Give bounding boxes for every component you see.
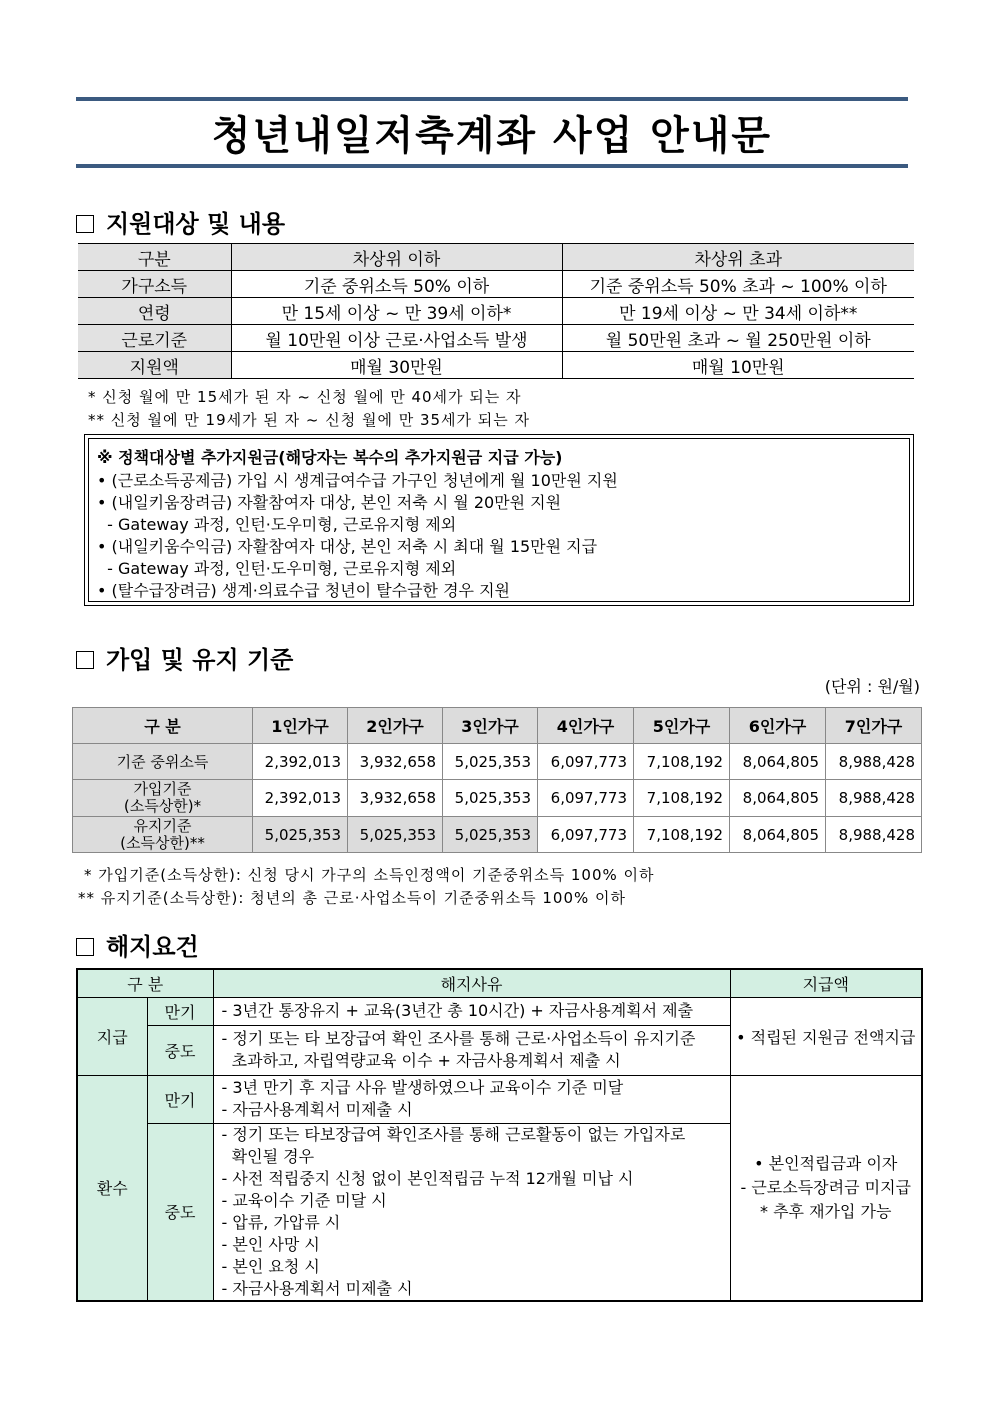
table-cell: 7,108,192 <box>634 817 730 853</box>
box-subitem: - Gateway 과정, 인턴·도우미형, 근로유지형 제외 <box>97 559 457 578</box>
table-cell: 6,097,773 <box>538 744 634 780</box>
section-heading-criteria: 가입 및 유지 기준 <box>76 640 293 675</box>
row-label: 중도 <box>147 1123 213 1301</box>
table-row <box>78 352 914 379</box>
footnote: ** 신청 월에 만 19세가 된 자 ~ 신청 월에 만 35세가 되는 자 <box>88 411 531 429</box>
reason-cell: - 정기 또는 타보장급여 확인조사를 통해 근로활동이 없는 가입자로 확인될 경우 - 사전 적립중지 신청 없이 본인적립금 누적 12개월 미납 시 - 교육이수 기준 미달 시 - 압류, 가압류 시 - 본인 사망 시 - 본인 요청 시 - 자금사용계획서 미제출 시 <box>213 1123 730 1301</box>
section-heading-termination: 해지요건 <box>76 927 199 962</box>
table-cell: 월 50만원 초과 ~ 월 250만원 이하 <box>562 325 914 352</box>
row-group-label: 환수 <box>77 1075 147 1301</box>
table-cell: 8,064,805 <box>730 817 826 853</box>
box-item: • (탈수급장려금) 생계·의료수급 청년이 탈수급한 경우 지원 <box>97 581 511 600</box>
table-row <box>73 817 922 853</box>
row-label: 연령 <box>78 298 231 325</box>
box-subitem: - Gateway 과정, 인턴·도우미형, 근로유지형 제외 <box>97 515 457 534</box>
header-cell: 7인가구 <box>826 708 922 744</box>
page-title: 청년내일저축계좌 사업 안내문 <box>211 113 773 159</box>
table-cell: 매월 10만원 <box>562 352 914 379</box>
header-cell: 지급액 <box>730 969 922 997</box>
table-cell: 만 15세 이상 ~ 만 39세 이하* <box>231 298 562 325</box>
section-heading-support: 지원대상 및 내용 <box>76 204 285 239</box>
table-cell: 5,025,353 <box>253 817 348 853</box>
table-cell: 5,025,353 <box>443 780 538 817</box>
table-header-row <box>77 969 922 997</box>
footnote: * 신청 월에 만 15세가 된 자 ~ 신청 월에 만 40세가 되는 자 <box>88 388 522 406</box>
header-cell: 5인가구 <box>634 708 730 744</box>
row-label: 중도 <box>147 1025 213 1075</box>
header-cell: 구분 <box>78 244 231 271</box>
table-cell: 8,064,805 <box>730 780 826 817</box>
table-row <box>78 325 914 352</box>
footnote: ** 유지기준(소득상한): 청년의 총 근로·사업소득이 기준중위소득 100% 이하 <box>78 889 627 907</box>
table-row <box>73 780 922 817</box>
reason-cell: - 3년 만기 후 지급 사유 발생하였으나 교육이수 기준 미달 - 자금사용계획서 미제출 시 <box>213 1075 730 1123</box>
header-cell: 1인가구 <box>253 708 348 744</box>
table-cell: 3,932,658 <box>348 744 443 780</box>
table-cell: 기준 중위소득 50% 초과 ~ 100% 이하 <box>562 271 914 298</box>
row-label: 근로기준 <box>78 325 231 352</box>
additional-support-box <box>84 434 914 606</box>
header-cell: 해지사유 <box>213 969 730 997</box>
row-label: 만기 <box>147 1075 213 1123</box>
table-row <box>78 298 914 325</box>
table-cell: 7,108,192 <box>634 744 730 780</box>
table-cell: 기준 중위소득 50% 이하 <box>231 271 562 298</box>
row-label: 가입기준 (소득상한)* <box>73 780 253 817</box>
row-label: 지원액 <box>78 352 231 379</box>
amount-cell: • 본인적립금과 이자 - 근로소득장려금 미지급 * 추후 재가입 가능 <box>730 1075 922 1301</box>
reason-cell: - 정기 또는 타 보장급여 확인 조사를 통해 근로·사업소득이 유지기준 초과하고, 자립역량교육 이수 + 자금사용계획서 제출 시 <box>213 1025 730 1075</box>
table-cell: 5,025,353 <box>443 817 538 853</box>
table-row <box>73 744 922 780</box>
table-row <box>77 1075 922 1123</box>
header-cell: 4인가구 <box>538 708 634 744</box>
checkbox-square-icon <box>76 215 94 233</box>
row-group-label: 지급 <box>77 997 147 1075</box>
table-cell: 7,108,192 <box>634 780 730 817</box>
title-bottom-rule <box>76 164 908 168</box>
header-cell: 차상위 이하 <box>231 244 562 271</box>
row-label: 가구소득 <box>78 271 231 298</box>
header-cell: 6인가구 <box>730 708 826 744</box>
box-item: • (내일키움장려금) 자활참여자 대상, 본인 저축 시 월 20만원 지원 <box>97 493 562 512</box>
table-row <box>78 271 914 298</box>
header-cell: 구 분 <box>73 708 253 744</box>
table-cell: 8,064,805 <box>730 744 826 780</box>
table-cell: 5,025,353 <box>443 744 538 780</box>
row-label: 만기 <box>147 997 213 1025</box>
table-cell: 6,097,773 <box>538 780 634 817</box>
footnote: * 가입기준(소득상한): 신청 당시 가구의 소득인정액이 기준중위소득 100% 이하 <box>84 866 655 884</box>
support-table <box>78 243 914 379</box>
table-cell: 2,392,013 <box>253 780 348 817</box>
table-cell: 8,988,428 <box>826 817 922 853</box>
table-cell: 6,097,773 <box>538 817 634 853</box>
header-cell: 3인가구 <box>443 708 538 744</box>
unit-label: (단위 : 원/월) <box>824 677 920 696</box>
title-top-rule <box>76 97 908 101</box>
table-cell: 매월 30만원 <box>231 352 562 379</box>
header-cell: 2인가구 <box>348 708 443 744</box>
header-cell: 구 분 <box>77 969 213 997</box>
table-header-row <box>73 708 922 744</box>
row-label: 유지기준 (소득상한)** <box>73 817 253 853</box>
table-cell: 5,025,353 <box>348 817 443 853</box>
criteria-table <box>72 707 922 853</box>
reason-cell: - 3년간 통장유지 + 교육(3년간 총 10시간) + 자금사용계획서 제출 <box>213 997 730 1025</box>
table-header-row <box>78 244 914 271</box>
header-cell: 차상위 초과 <box>562 244 914 271</box>
amount-cell: • 적립된 지원금 전액지급 <box>730 997 922 1075</box>
checkbox-square-icon <box>76 651 94 669</box>
table-cell: 3,932,658 <box>348 780 443 817</box>
table-cell: 2,392,013 <box>253 744 348 780</box>
table-cell: 만 19세 이상 ~ 만 34세 이하** <box>562 298 914 325</box>
table-cell: 8,988,428 <box>826 744 922 780</box>
checkbox-square-icon <box>76 938 94 956</box>
table-row <box>77 997 922 1025</box>
table-cell: 월 10만원 이상 근로·사업소득 발생 <box>231 325 562 352</box>
box-heading: ※ 정책대상별 추가지원금(해당자는 복수의 추가지원금 지급 가능) <box>97 448 563 467</box>
termination-table <box>76 968 923 1302</box>
box-item: • (내일키움수익금) 자활참여자 대상, 본인 저축 시 최대 월 15만원 지급 <box>97 537 598 556</box>
box-item: • (근로소득공제금) 가입 시 생계급여수급 가구인 청년에게 월 10만원 지원 <box>97 471 618 490</box>
table-cell: 8,988,428 <box>826 780 922 817</box>
row-label: 기준 중위소득 <box>73 744 253 780</box>
